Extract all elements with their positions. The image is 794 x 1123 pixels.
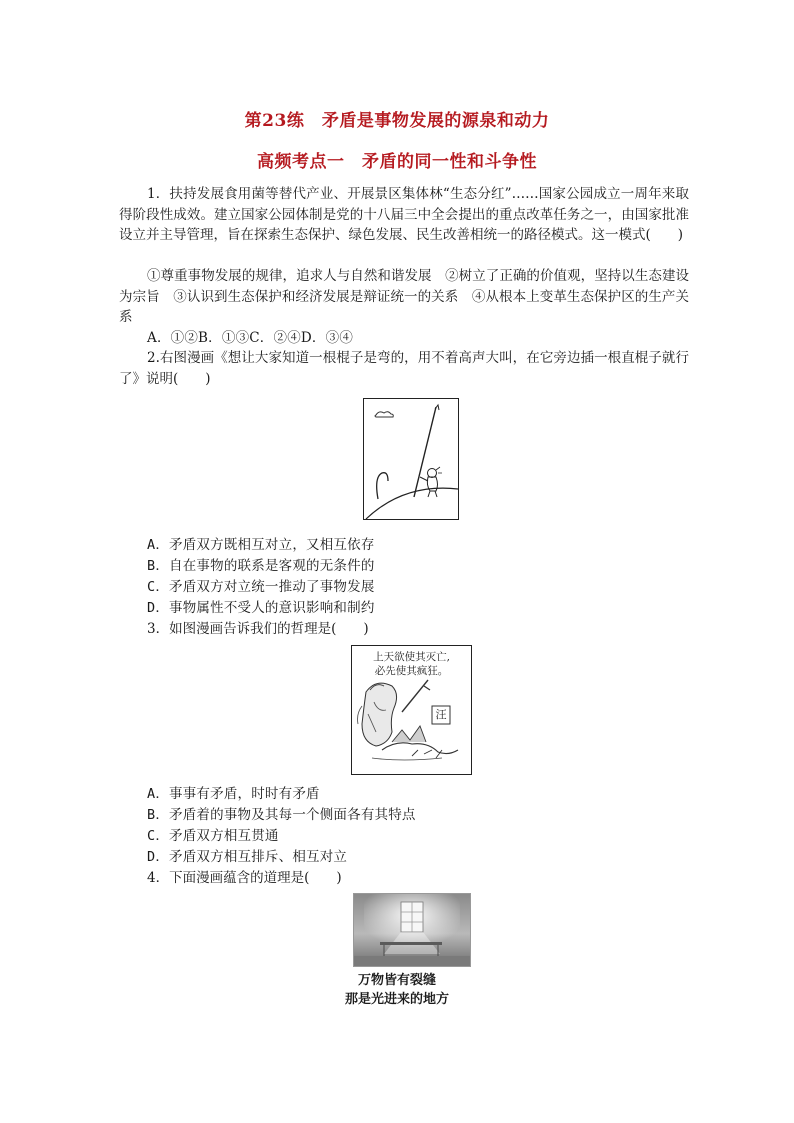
question-3-option-a: A．事事有矛盾，时时有矛盾 [147, 786, 320, 802]
question-4-stem: 4．下面漫画蕴含的道理是( ) [147, 870, 342, 886]
question-2-option-b: B．自在事物的联系是客观的无条件的 [147, 558, 375, 574]
cartoon-madness-drawing [352, 646, 471, 774]
question-3-option-c: C．矛盾双方相互贯通 [147, 828, 279, 844]
cartoon-light-room-drawing [354, 894, 470, 966]
question-1-items: ①尊重事物发展的规律，追求人与自然和谐发展 ②树立了正确的价值观，坚持以生态建设为宗旨 ③认识到生态保护和经济发展是辩证统一的关系 ④从根本上变革生态保护区的生产关系 [119, 268, 689, 325]
cartoon-caption-line-2: 必先使其疯狂。 [374, 665, 449, 677]
cartoon-sticks [363, 398, 459, 520]
cartoon-sticks-drawing [364, 399, 458, 519]
section-title: 高频考点一 矛盾的同一性和斗争性 [257, 152, 537, 172]
question-2-option-c: C．矛盾双方对立统一推动了事物发展 [147, 579, 375, 595]
cartoon-caption-line-1: 上天欲使其灭亡, [373, 651, 450, 663]
question-3-option-d: D．矛盾双方相互排斥、相互对立 [147, 849, 348, 865]
question-1-stem: 1．扶持发展食用菌等替代产业、开展景区集体林“生态分红”……国家公园成立一周年来取得阶段性成效。建立国家公园体制是党的十八届三中全会提出的重点改革任务之一，由国家批准设立并主导管理，旨在探索生态保护、绿色发展、民生改善相统一的路径模式。这一模式( ) [119, 186, 689, 243]
cartoon-madness [351, 645, 472, 775]
question-1-options: A．①②B．①③C．②④D．③④ [147, 330, 354, 346]
page-title: 第23练 矛盾是事物发展的源泉和动力 [244, 111, 550, 131]
question-2-stem: 2.右图漫画《想让大家知道一根棍子是弯的，用不着高声大叫，在它旁边插一根直棍子就行了》说明( ) [119, 350, 689, 387]
cartoon-caption-line-2: 那是光进来的地方 [344, 992, 449, 1007]
cartoon-light-room [353, 893, 471, 967]
question-3-stem: 3．如图漫画告诉我们的哲理是( ) [147, 621, 369, 637]
question-3-option-b: B．矛盾着的事物及其每一个侧面各有其特点 [147, 807, 416, 823]
question-2-option-a: A．矛盾双方既相互对立，又相互依存 [147, 537, 375, 553]
question-2-option-d: D．事物属性不受人的意识影响和制约 [147, 600, 375, 616]
cartoon-sign-text: 汪 [435, 708, 447, 721]
cartoon-caption-line-1: 万物皆有裂缝 [357, 973, 436, 988]
